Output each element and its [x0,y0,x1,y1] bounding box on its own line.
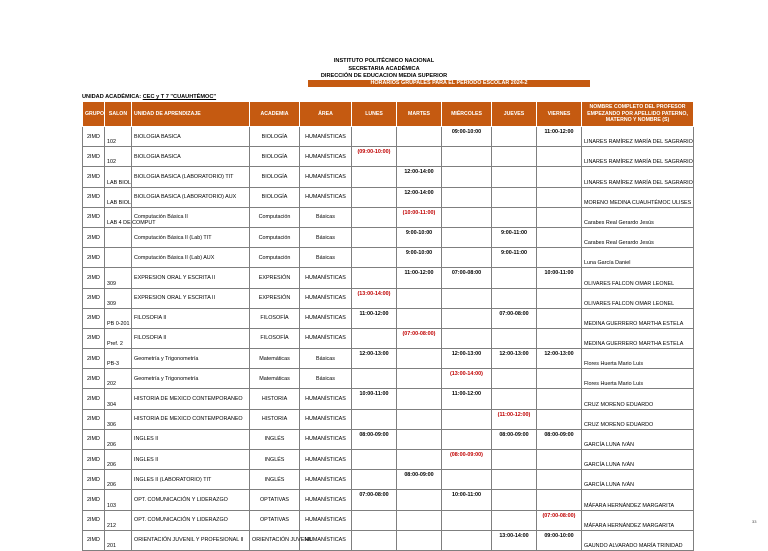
table-header-row [83,102,694,127]
cell-area: Básicas [300,369,352,389]
cell-grupo: 2IMD [83,490,105,510]
cell-lunes: 12:00-13:00 [352,349,397,369]
cell-grupo: 2IMD [83,510,105,530]
cell-grupo: 2IMD [83,470,105,490]
cell-salon: 309 [105,288,132,308]
cell-lunes [352,369,397,389]
cell-miercoles [442,308,492,328]
cell-grupo: 2IMD [83,227,105,247]
cell-jueves: 9:00-11:00 [492,248,537,268]
cell-profesor: LINARES RAMÍREZ MARÍA DEL SAGRARIO [582,167,694,187]
cell-martes [397,530,442,550]
cell-martes [397,369,442,389]
table-row [83,147,694,167]
cell-martes [397,127,442,147]
cell-academia: Matemáticas [250,369,300,389]
column-header: MARTES [397,102,442,127]
cell-area: HUMANÍSTICAS [300,127,352,147]
cell-martes: (07:00-08:00) [397,328,442,348]
cell-grupo: 2IMD [83,268,105,288]
cell-salon: 202 [105,369,132,389]
cell-miercoles [442,429,492,449]
table-row [83,227,694,247]
cell-miercoles: 07:00-08:00 [442,268,492,288]
cell-jueves [492,450,537,470]
cell-jueves: 07:00-08:00 [492,308,537,328]
cell-profesor: Flores Huerta Mario Luis [582,349,694,369]
cell-academia: OPTATIVAS [250,510,300,530]
cell-salon [105,227,132,247]
cell-grupo: 2IMD [83,530,105,550]
cell-academia: BIOLOGÍA [250,147,300,167]
cell-lunes [352,167,397,187]
cell-grupo: 2IMD [83,288,105,308]
cell-miercoles: (08:00-09:00) [442,450,492,470]
cell-grupo: 2IMD [83,308,105,328]
cell-jueves: 12:00-13:00 [492,349,537,369]
cell-lunes [352,127,397,147]
cell-academia: FILOSOFÍA [250,308,300,328]
cell-area: Básicas [300,349,352,369]
cell-miercoles [442,409,492,429]
cell-miercoles: 12:00-13:00 [442,349,492,369]
cell-materia: Computación Básica II (Lab) TIT [132,227,250,247]
cell-materia: Geometría y Trigonometría [132,349,250,369]
cell-materia: FILOSOFIA II [132,328,250,348]
table-row [83,308,694,328]
cell-materia: INGLES II [132,450,250,470]
table-row [83,127,694,147]
column-header: ÁREA [300,102,352,127]
cell-viernes [537,207,582,227]
cell-viernes: 09:00-10:00 [537,530,582,550]
cell-materia: BIOLOGIA BASICA (LABORATORIO) TIT [132,167,250,187]
cell-academia: OPTATIVAS [250,490,300,510]
secretaria-title: SECRETARIA ACADÉMICA [348,66,420,72]
cell-salon: 309 [105,268,132,288]
cell-materia: BIOLOGIA BASICA [132,127,250,147]
cell-salon: 306 [105,409,132,429]
cell-area: HUMANÍSTICAS [300,288,352,308]
cell-salon: 102 [105,127,132,147]
table-row [83,167,694,187]
cell-materia: Computación Básica II (Lab) AUX [132,248,250,268]
cell-academia: EXPRESIÓN [250,288,300,308]
cell-materia: HISTORIA DE MEXICO CONTEMPORANEO [132,409,250,429]
cell-viernes [537,248,582,268]
cell-lunes [352,530,397,550]
cell-materia: EXPRESION ORAL Y ESCRITA II [132,288,250,308]
cell-viernes [537,328,582,348]
cell-lunes [352,227,397,247]
cell-jueves [492,389,537,409]
cell-martes [397,450,442,470]
table-row [83,409,694,429]
cell-miercoles [442,328,492,348]
cell-academia: Computación [250,227,300,247]
cell-jueves: 9:00-11:00 [492,227,537,247]
cell-area: HUMANÍSTICAS [300,409,352,429]
cell-martes [397,308,442,328]
column-header: MIÉRCOLES [442,102,492,127]
cell-lunes: 08:00-09:00 [352,429,397,449]
table-row [83,530,694,550]
cell-miercoles: 10:00-11:00 [442,490,492,510]
table-row [83,429,694,449]
cell-materia: Geometría y Trigonometría [132,369,250,389]
cell-profesor: MÁFARA HERNÁNDEZ MARGARITA [582,510,694,530]
cell-jueves [492,328,537,348]
page-number: 33 [752,519,757,524]
column-header: GRUPO [83,102,105,127]
cell-grupo: 2IMD [83,127,105,147]
cell-martes [397,510,442,530]
cell-profesor: LINARES RAMÍREZ MARÍA DEL SAGRARIO [582,127,694,147]
cell-materia: OPT. COMUNICACIÓN Y LIDERAZGO [132,490,250,510]
cell-viernes [537,470,582,490]
cell-area: HUMANÍSTICAS [300,389,352,409]
cell-grupo: 2IMD [83,207,105,227]
cell-area: HUMANÍSTICAS [300,530,352,550]
cell-martes: (10:00-11:00) [397,207,442,227]
column-header: NOMBRE COMPLETO DEL PROFESOR EMPEZANDO POR APELLIDO PATERNO, MATERNO Y NOMBRE (S) [582,102,694,127]
cell-martes: 12:00-14:00 [397,167,442,187]
cell-lunes [352,328,397,348]
cell-materia: BIOLOGIA BASICA [132,147,250,167]
cell-area: HUMANÍSTICAS [300,450,352,470]
cell-grupo: 2IMD [83,248,105,268]
cell-martes [397,409,442,429]
cell-salon: 212 [105,510,132,530]
cell-jueves [492,268,537,288]
table-row [83,369,694,389]
cell-jueves [492,369,537,389]
cell-grupo: 2IMD [83,450,105,470]
cell-profesor: GAUNDO ALVARADO MARÍA TRINIDAD [582,530,694,550]
cell-grupo: 2IMD [83,147,105,167]
table-row [83,268,694,288]
cell-jueves [492,147,537,167]
cell-salon: 206 [105,470,132,490]
cell-lunes [352,510,397,530]
cell-materia: BIOLOGIA BASICA (LABORATORIO) AUX [132,187,250,207]
cell-materia: OPT. COMUNICACIÓN Y LIDERAZGO [132,510,250,530]
cell-miercoles: (13:00-14:00) [442,369,492,389]
cell-lunes [352,450,397,470]
cell-lunes [352,187,397,207]
cell-miercoles [442,530,492,550]
cell-profesor: LINARES RAMÍREZ MARÍA DEL SAGRARIO [582,147,694,167]
cell-salon: 206 [105,429,132,449]
cell-materia: Computación Básica II [132,207,250,227]
cell-grupo: 2IMD [83,328,105,348]
cell-academia: BIOLOGÍA [250,187,300,207]
cell-academia: INGLÉS [250,450,300,470]
cell-academia: BIOLOGÍA [250,127,300,147]
cell-materia: INGLES II (LABORATORIO) TIT [132,470,250,490]
cell-lunes: 07:00-08:00 [352,490,397,510]
cell-viernes [537,187,582,207]
unidad-label: UNIDAD ACADÉMICA: [82,94,142,100]
table-row [83,389,694,409]
cell-miercoles [442,167,492,187]
cell-profesor: MÁFARA HERNÁNDEZ MARGARITA [582,490,694,510]
cell-miercoles [442,470,492,490]
cell-profesor: CRUZ MORENO EDUARDO [582,409,694,429]
cell-martes [397,389,442,409]
cell-area: Básicas [300,207,352,227]
column-header: LUNES [352,102,397,127]
unidad-value: CEC y T 7 "CUAUHTÉMOC" [142,94,217,100]
cell-lunes: (13:00-14:00) [352,288,397,308]
cell-academia: FILOSOFÍA [250,328,300,348]
cell-salon: 201 [105,530,132,550]
cell-area: HUMANÍSTICAS [300,167,352,187]
cell-viernes: 08:00-09:00 [537,429,582,449]
cell-lunes [352,268,397,288]
cell-academia: ORIENTACIÓN JUVENIL [250,530,300,550]
cell-academia: INGLÉS [250,429,300,449]
cell-jueves: (11:00-12:00) [492,409,537,429]
column-header: SALON [105,102,132,127]
cell-area: HUMANÍSTICAS [300,308,352,328]
cell-materia: HISTORIA DE MEXICO CONTEMPORANEO [132,389,250,409]
table-row [83,490,694,510]
cell-salon: LAB BIOL [105,187,132,207]
cell-viernes: 10:00-11:00 [537,268,582,288]
cell-salon: PB 0-201 [105,308,132,328]
cell-profesor: MEDINA GUERRERO MARTHA ESTELA [582,328,694,348]
cell-profesor: GARCÍA LUNA IVÁN [582,429,694,449]
cell-viernes [537,409,582,429]
cell-salon: LAB 4 DE COMPUT [105,207,132,227]
table-row [83,187,694,207]
cell-area: HUMANÍSTICAS [300,187,352,207]
cell-grupo: 2IMD [83,429,105,449]
cell-area: HUMANÍSTICAS [300,470,352,490]
cell-lunes: 10:00-11:00 [352,389,397,409]
cell-viernes: 11:00-12:00 [537,127,582,147]
cell-viernes [537,490,582,510]
cell-grupo: 2IMD [83,369,105,389]
cell-area: HUMANÍSTICAS [300,429,352,449]
cell-grupo: 2IMD [83,187,105,207]
table-row [83,207,694,227]
cell-profesor: OLIVARES FALCON OMAR LEONEL [582,288,694,308]
column-header: ACADEMIA [250,102,300,127]
cell-miercoles: 11:00-12:00 [442,389,492,409]
cell-lunes [352,248,397,268]
cell-viernes [537,450,582,470]
cell-martes [397,147,442,167]
table-row [83,510,694,530]
cell-salon: 102 [105,147,132,167]
table-row [83,288,694,308]
cell-jueves [492,510,537,530]
cell-area: HUMANÍSTICAS [300,147,352,167]
column-header: VIERNES [537,102,582,127]
cell-lunes [352,470,397,490]
cell-salon: PB-3 [105,349,132,369]
table-body [83,127,694,551]
cell-miercoles [442,510,492,530]
cell-jueves [492,207,537,227]
cell-salon: Pref. 2 [105,328,132,348]
cell-salon [105,248,132,268]
cell-jueves: 13:00-14:00 [492,530,537,550]
cell-viernes [537,167,582,187]
cell-jueves [492,470,537,490]
cell-lunes [352,207,397,227]
table-row [83,328,694,348]
table-row [83,349,694,369]
schedule-table [82,101,694,551]
cell-viernes [537,147,582,167]
cell-profesor: GARCÍA LUNA IVÁN [582,450,694,470]
cell-profesor: Luna García Daniel [582,248,694,268]
period-banner: HORARIOS GRUPALES PARA EL PERIODO ESCOLAR 2024-2 [308,80,590,87]
cell-miercoles [442,207,492,227]
cell-martes [397,349,442,369]
cell-area: Básicas [300,227,352,247]
cell-martes: 9:00-10:00 [397,227,442,247]
cell-miercoles [442,248,492,268]
cell-jueves [492,288,537,308]
cell-academia: EXPRESIÓN [250,268,300,288]
cell-profesor: OLIVARES FALCON OMAR LEONEL [582,268,694,288]
cell-salon: LAB BIOL [105,167,132,187]
cell-area: HUMANÍSTICAS [300,268,352,288]
cell-martes [397,288,442,308]
unidad-academica [82,94,216,100]
cell-profesor: CRUZ MORENO EDUARDO [582,389,694,409]
cell-miercoles [442,227,492,247]
cell-materia: FILOSOFIA II [132,308,250,328]
cell-martes: 12:00-14:00 [397,187,442,207]
cell-materia: ORIENTACIÓN JUVENIL Y PROFESIONAL II [132,530,250,550]
cell-materia: INGLES II [132,429,250,449]
table-row [83,248,694,268]
cell-grupo: 2IMD [83,167,105,187]
cell-martes: 11:00-12:00 [397,268,442,288]
cell-area: Básicas [300,248,352,268]
cell-salon: 206 [105,450,132,470]
cell-viernes [537,369,582,389]
cell-viernes: (07:00-08:00) [537,510,582,530]
cell-viernes [537,389,582,409]
cell-lunes: (09:00-10:00) [352,147,397,167]
cell-academia: HISTORIA [250,389,300,409]
cell-martes: 9:00-10:00 [397,248,442,268]
cell-academia: Computación [250,248,300,268]
cell-lunes: 11:00-12:00 [352,308,397,328]
cell-jueves [492,490,537,510]
table-row [83,450,694,470]
cell-martes [397,490,442,510]
cell-miercoles: 09:00-10:00 [442,127,492,147]
cell-martes: 08:00-09:00 [397,470,442,490]
cell-profesor: Carabes Real Gerardo Jesús [582,207,694,227]
table-row [83,470,694,490]
cell-viernes [537,227,582,247]
cell-academia: Computación [250,207,300,227]
cell-materia: EXPRESION ORAL Y ESCRITA II [132,268,250,288]
cell-profesor: GARCÍA LUNA IVÁN [582,470,694,490]
cell-miercoles [442,187,492,207]
cell-grupo: 2IMD [83,349,105,369]
cell-area: HUMANÍSTICAS [300,328,352,348]
cell-martes [397,429,442,449]
cell-lunes [352,409,397,429]
cell-salon: 103 [105,490,132,510]
column-header: UNIDAD DE APRENDIZAJE [132,102,250,127]
cell-grupo: 2IMD [83,389,105,409]
cell-viernes [537,288,582,308]
cell-jueves [492,127,537,147]
cell-miercoles [442,288,492,308]
cell-academia: HISTORIA [250,409,300,429]
cell-viernes [537,308,582,328]
cell-grupo: 2IMD [83,409,105,429]
cell-academia: Matemáticas [250,349,300,369]
cell-academia: INGLÉS [250,470,300,490]
institution-title: INSTITUTO POLITÉCNICO NACIONAL [333,58,435,64]
cell-profesor: MORENO MEDINA CUAUHTÉMOC ULISES [582,187,694,207]
cell-profesor: MEDINA GUERRERO MARTHA ESTELA [582,308,694,328]
cell-profesor: Flores Huerta Mario Luis [582,369,694,389]
cell-area: HUMANÍSTICAS [300,510,352,530]
cell-viernes: 12:00-13:00 [537,349,582,369]
direccion-title: DIRECCIÓN DE EDUCACION MEDIA SUPERIOR [320,73,448,79]
cell-profesor: Carabes Real Gerardo Jesús [582,227,694,247]
cell-jueves [492,187,537,207]
cell-jueves [492,167,537,187]
cell-jueves: 08:00-09:00 [492,429,537,449]
cell-area: HUMANÍSTICAS [300,490,352,510]
cell-miercoles [442,147,492,167]
cell-academia: BIOLOGÍA [250,167,300,187]
cell-salon: 304 [105,389,132,409]
column-header: JUEVES [492,102,537,127]
